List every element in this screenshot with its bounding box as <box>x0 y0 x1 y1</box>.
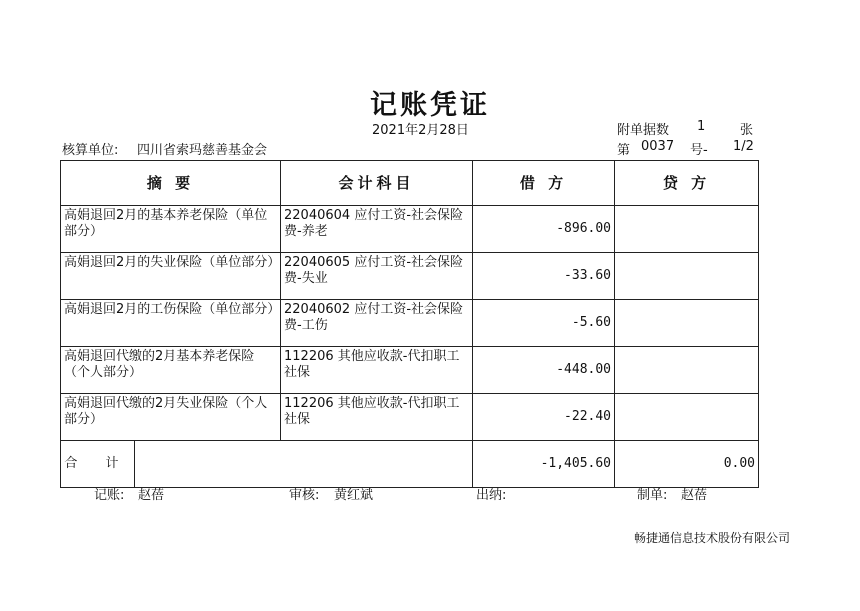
preparer-name: 赵蓓 <box>681 488 708 503</box>
row-debit: -5.60 <box>473 300 615 347</box>
table-row <box>61 347 759 394</box>
table-row <box>61 206 759 253</box>
reviewer-label: 审核: <box>289 488 320 503</box>
total-credit: 0.00 <box>615 441 759 488</box>
table-row <box>61 253 759 300</box>
row-debit: -22.40 <box>473 394 615 441</box>
row-summary: 高娟退回2月的工伤保险（单位部分） <box>61 300 281 347</box>
row-account: 112206 其他应收款-代扣职工社保 <box>281 347 473 394</box>
software-company: 畅捷通信息技术股份有限公司 <box>633 531 790 545</box>
voucher-table <box>60 160 759 488</box>
voucher-title: 记账凭证 <box>370 90 490 121</box>
voucher-number: 0037 <box>641 139 675 154</box>
row-credit <box>615 347 759 394</box>
row-summary: 高娟退回代缴的2月基本养老保险（个人部分） <box>61 347 281 394</box>
row-credit <box>615 253 759 300</box>
bookkeeper-name: 赵蓓 <box>138 488 165 503</box>
voucher-suffix: 号- <box>690 143 708 158</box>
column-summary: 摘 要 <box>61 161 281 206</box>
row-account: 22040602 应付工资-社会保险费-工伤 <box>281 300 473 347</box>
unit-label: 核算单位: <box>62 143 119 158</box>
row-debit: -896.00 <box>473 206 615 253</box>
row-debit: -448.00 <box>473 347 615 394</box>
row-credit <box>615 206 759 253</box>
total-row <box>61 441 759 488</box>
row-credit <box>615 394 759 441</box>
total-blank <box>135 441 473 488</box>
column-account: 会计科目 <box>281 161 473 206</box>
table-header-row <box>61 161 759 206</box>
reviewer-name: 黄红斌 <box>334 488 374 503</box>
table-row <box>61 394 759 441</box>
row-account: 22040605 应付工资-社会保险费-失业 <box>281 253 473 300</box>
voucher-prefix: 第 <box>617 143 631 158</box>
row-summary: 高娟退回代缴的2月失业保险（个人部分） <box>61 394 281 441</box>
attachments-unit: 张 <box>740 123 754 138</box>
column-credit: 贷 方 <box>615 161 759 206</box>
row-debit: -33.60 <box>473 253 615 300</box>
row-account: 112206 其他应收款-代扣职工社保 <box>281 394 473 441</box>
row-summary: 高娟退回2月的基本养老保险（单位部分） <box>61 206 281 253</box>
bookkeeper-label: 记账: <box>94 488 125 503</box>
row-summary: 高娟退回2月的失业保险（单位部分） <box>61 253 281 300</box>
cashier-label: 出纳: <box>476 488 507 503</box>
voucher-date: 2021年2月28日 <box>372 123 469 138</box>
total-debit: -1,405.60 <box>473 441 615 488</box>
total-label: 合 计 <box>61 441 135 488</box>
voucher-page-number: 1/2 <box>733 139 754 154</box>
table-row <box>61 300 759 347</box>
preparer-label: 制单: <box>637 488 668 503</box>
attachments-count: 1 <box>697 119 706 134</box>
unit-name: 四川省索玛慈善基金会 <box>137 143 268 158</box>
row-account: 22040604 应付工资-社会保险费-养老 <box>281 206 473 253</box>
column-debit: 借 方 <box>473 161 615 206</box>
row-credit <box>615 300 759 347</box>
attachments-label: 附单据数 <box>617 123 670 138</box>
